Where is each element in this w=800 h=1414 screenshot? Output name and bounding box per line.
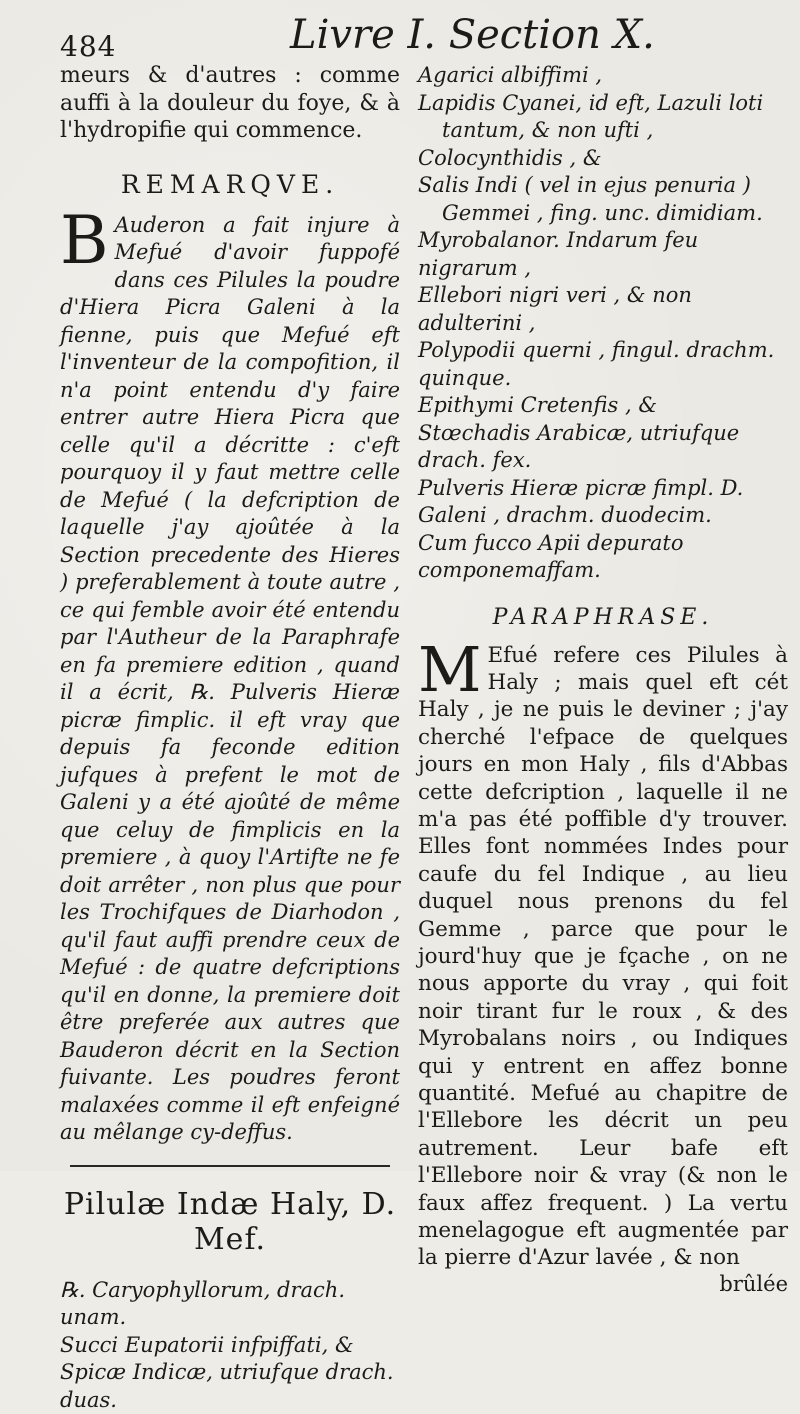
left-column	[60, 62, 400, 1414]
right-column	[418, 62, 788, 1296]
catchword: brûlée	[418, 1272, 788, 1296]
recipe-line: ℞. Caryophyllorum, drach. unam.	[60, 1277, 400, 1332]
recipe-line: Stœchadis Arabicæ, utriufque drach. fex.	[418, 420, 788, 475]
recipe-line: tantum, & non ufti ,	[418, 117, 788, 145]
recipe-line: Epithymi Cretenfis , &	[418, 392, 788, 420]
remark-title: REMARQVE.	[60, 170, 400, 199]
section-heading: Pilulæ Indæ Haly, D. Mef.	[60, 1187, 400, 1257]
recipe-line: Succi Eupatorii infpiffati, &	[60, 1332, 400, 1360]
recipe-line: Ellebori nigri veri , & non adulterini ,	[418, 282, 788, 337]
recipe-list-left	[60, 1277, 400, 1414]
recipe-line: Myrobalanor. Indarum feu nigrarum ,	[418, 227, 788, 282]
paraphrase-title: PARAPHRASE.	[418, 605, 788, 630]
running-head: Livre I. Section X.	[290, 12, 655, 58]
recipe-line: Spicæ Indicæ, utriufque drach. duas.	[60, 1359, 400, 1414]
recipe-line: Cum fucco Apii depurato componemaffam.	[418, 530, 788, 585]
recipe-line: Gemmei , fing. unc. dimidiam.	[418, 200, 788, 228]
recipe-line: Salis Indi ( vel in ejus penuria )	[418, 172, 788, 200]
recipe-line: Agarici albiffimi ,	[418, 62, 788, 90]
recipe-line: Pulveris Hieræ picræ fimpl. D. Galeni , drachm. duodecim.	[418, 475, 788, 530]
section-divider	[70, 1165, 390, 1167]
continued-text: meurs & d'autres : comme auffi à la douleur du foye, & à l'hydropifie qui commence.	[60, 62, 400, 145]
recipe-line: Lapidis Cyanei, id eft, Lazuli loti	[418, 90, 788, 118]
paraphrase-dropcap: M	[418, 644, 481, 696]
remark-text: Auderon a fait injure à Mefué d'avoir fuppofé dans ces Pilules la poudre d'Hiera Picra Galeni à la fienne, puis que Mefué eft l'inventeur de la compofition, il n'a point entendu d'y faire entrer autre Hiera Picra que celle qu'il a décritte : c'eft pourquoy il y faut mettre celle de Mefué ( la defcription de laquelle j'ay ajoûtée à la Section precedente des Hieres ) preferablement à toute autre , ce qui femble avoir été entendu par l'Autheur de la Paraphrafe en fa premiere edition , quand il a écrit, ℞. Pulveris Hieræ picræ fimplic. il eft vray que depuis fa feconde edition jufques à prefent le mot de Galeni y a été ajoûté de même que celuy de fimplicis en la premiere , à quoy l'Artifte ne fe doit arrêter , non plus que pour les Trochifques de Diarhodon , qu'il faut auffi prendre ceux de Mefué : de quatre defcriptions qu'il en donne, la premiere doit être preferée aux autres que Bauderon décrit en la Section fuivante. Les poudres feront malaxées comme il eft enfeigné au mêlange cy-deffus.	[60, 213, 400, 1145]
recipe-line: Colocynthidis , &	[418, 145, 788, 173]
page-header	[60, 8, 780, 64]
paraphrase-text: Efué refere ces Pilules à Haly ; mais quel eft cét Haly , je ne puis le deviner ; j'ay cherché l'efpace de quelques jours en mon Haly , fils d'Abbas cette defcription , laquelle il ne m'a pas été poffible d'y trouver. Elles font nommées Indes pour caufe du fel Indique , au lieu duquel nous prenons du fel Gemme , parce que pour le jourd'huy que je fçache , on ne nous apporte du vray , qui foit noir tirant fur le roux , & des Myrobalans noirs , ou Indiques qui y entrent en affez bonne quantité. Mefué au chapitre de l'Ellebore les décrit un peu autrement. Leur bafe eft l'Ellebore noir & vray (& non le faux affez frequent. ) La vertu menelagogue eft augmentée par la pierre d'Azur lavée , & non	[418, 643, 788, 1271]
paraphrase-paragraph	[418, 642, 788, 1272]
recipe-line: Polypodii querni , fingul. drachm. quinque.	[418, 337, 788, 392]
remark-dropcap: B	[60, 214, 109, 268]
page-number: 484	[60, 30, 116, 63]
remark-paragraph	[60, 212, 400, 1147]
recipe-list-right	[418, 62, 788, 585]
